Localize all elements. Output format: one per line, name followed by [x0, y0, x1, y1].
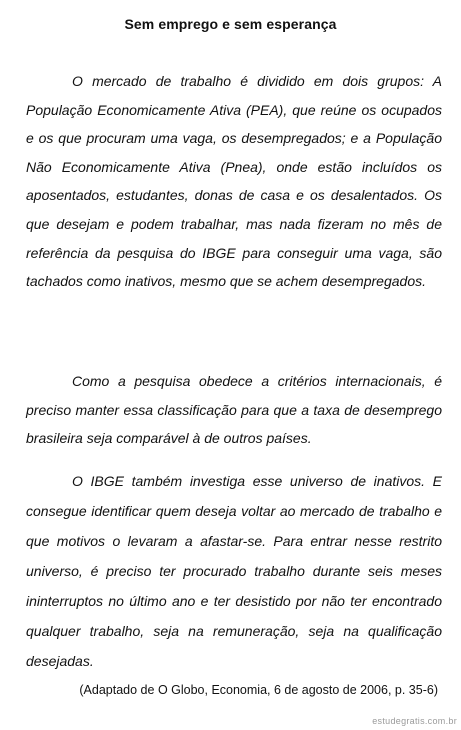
source-suffix: , Economia, 6 de agosto de 2006, p. 35-6): [204, 683, 438, 697]
paragraph-text: Como a pesquisa obedece a critérios internacionais, é preciso manter essa classificação para que a taxa de desemprego brasileira seja comparável à de outros países.: [26, 373, 442, 447]
paragraph-2: [26, 367, 442, 453]
paragraph-3: [26, 466, 442, 676]
paragraph-text: O mercado de trabalho é dividido em dois grupos: A População Economicamente Ativa (PEA), que reúne os ocupados e os que procuram uma vaga, os desempregados; e a População Não Economicamente Ativa (Pnea), onde estão incluídos os aposentados, estudantes, donas de casa e os desalentados. Os que desejam e podem trabalhar, mas nada fizeram no mês de referência da pesquisa do IBGE para conseguir uma vaga, são tachados como inativos, mesmo que se achem desempregados.: [26, 73, 442, 290]
source-prefix: (Adaptado de: [79, 683, 158, 697]
site-watermark: estudegratis.com.br: [372, 716, 457, 726]
paragraph-text: O IBGE também investiga esse universo de inativos. E consegue identificar quem deseja voltar ao mercado de trabalho e que motivos o levaram a afastar-se. Para entrar nesse restrito universo, é preciso ter procurado trabalho durante seis meses ininterruptos no último ano e ter desistido por não ter encontrado qualquer trabalho, seja na remuneração, seja na qualificação desejadas.: [26, 473, 442, 669]
paragraph-1: [26, 67, 442, 296]
source-newspaper: O Globo: [157, 683, 205, 697]
document-title: Sem emprego e sem esperança: [124, 16, 337, 32]
source-citation: [0, 683, 438, 697]
